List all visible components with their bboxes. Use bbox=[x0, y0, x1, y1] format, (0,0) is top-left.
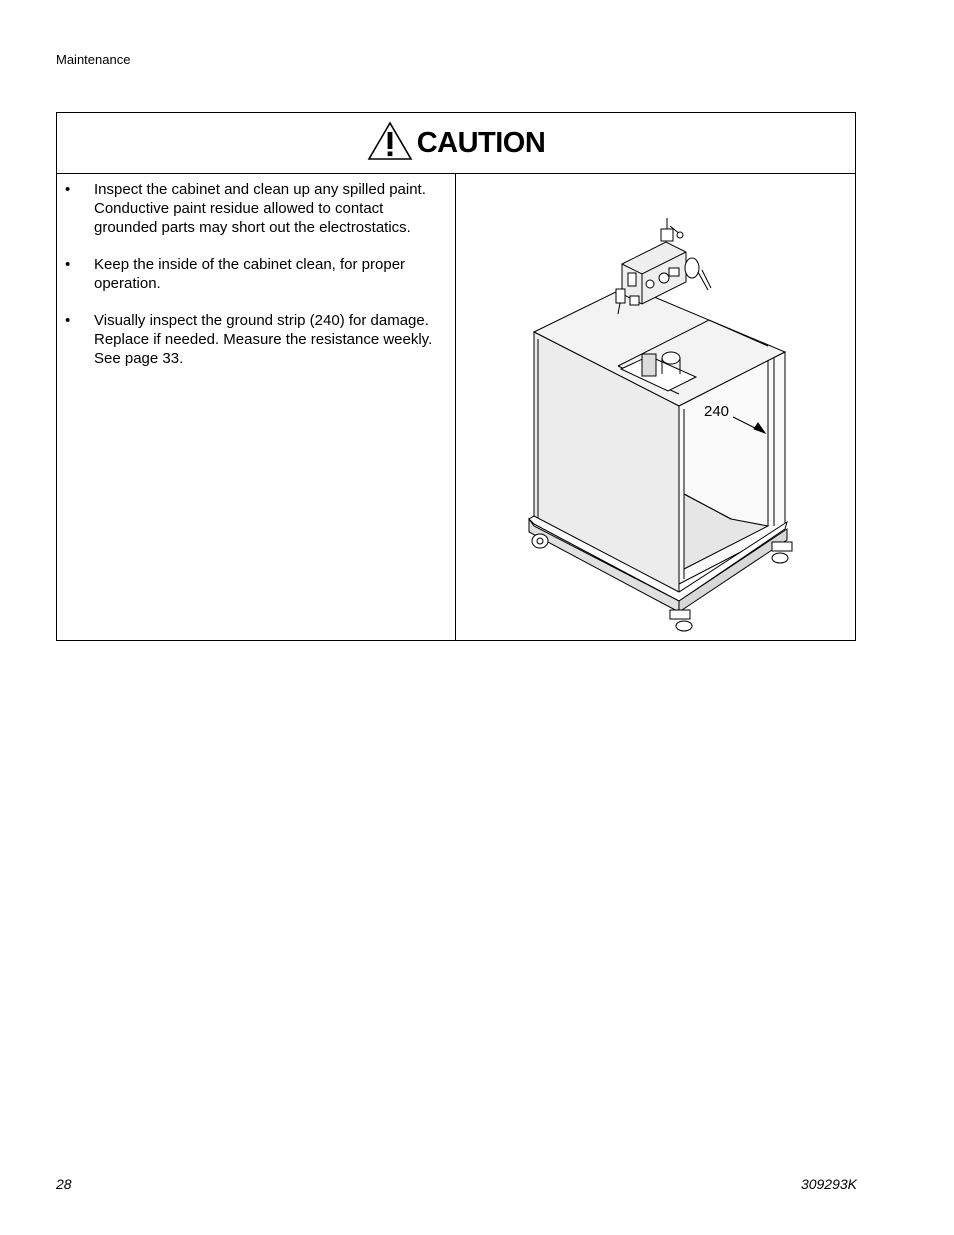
caution-box bbox=[56, 112, 856, 641]
section-label: Maintenance bbox=[56, 52, 131, 67]
bullet-text: Keep the inside of the cabinet clean, for proper operation. bbox=[94, 256, 406, 292]
cabinet-drawing bbox=[456, 174, 855, 640]
cabinet-illustration bbox=[456, 174, 855, 640]
bullet-text: Inspect the cabinet and clean up any spilled paint. Conductive paint residue allowed to contact grounded parts may short out the electrostatics. bbox=[94, 181, 426, 236]
warning-triangle-icon bbox=[367, 121, 413, 161]
bullet-icon: • bbox=[65, 312, 71, 329]
caution-header bbox=[57, 113, 855, 174]
bullet-text: Visually inspect the ground strip (240) for damage. Replace if needed. Measure the resistance weekly. See page 33. bbox=[94, 312, 433, 367]
page-number: 28 bbox=[56, 1176, 72, 1192]
bullet-item bbox=[65, 180, 447, 237]
document-number: 309293K bbox=[800, 1176, 857, 1192]
bullet-icon: • bbox=[65, 256, 71, 273]
callout-label-240: 240 bbox=[704, 403, 730, 420]
caution-title: CAUTION bbox=[416, 126, 546, 159]
bullet-item bbox=[65, 311, 447, 368]
bullet-item bbox=[65, 255, 447, 293]
bullet-icon: • bbox=[65, 181, 71, 198]
caution-bullet-list bbox=[65, 180, 447, 386]
